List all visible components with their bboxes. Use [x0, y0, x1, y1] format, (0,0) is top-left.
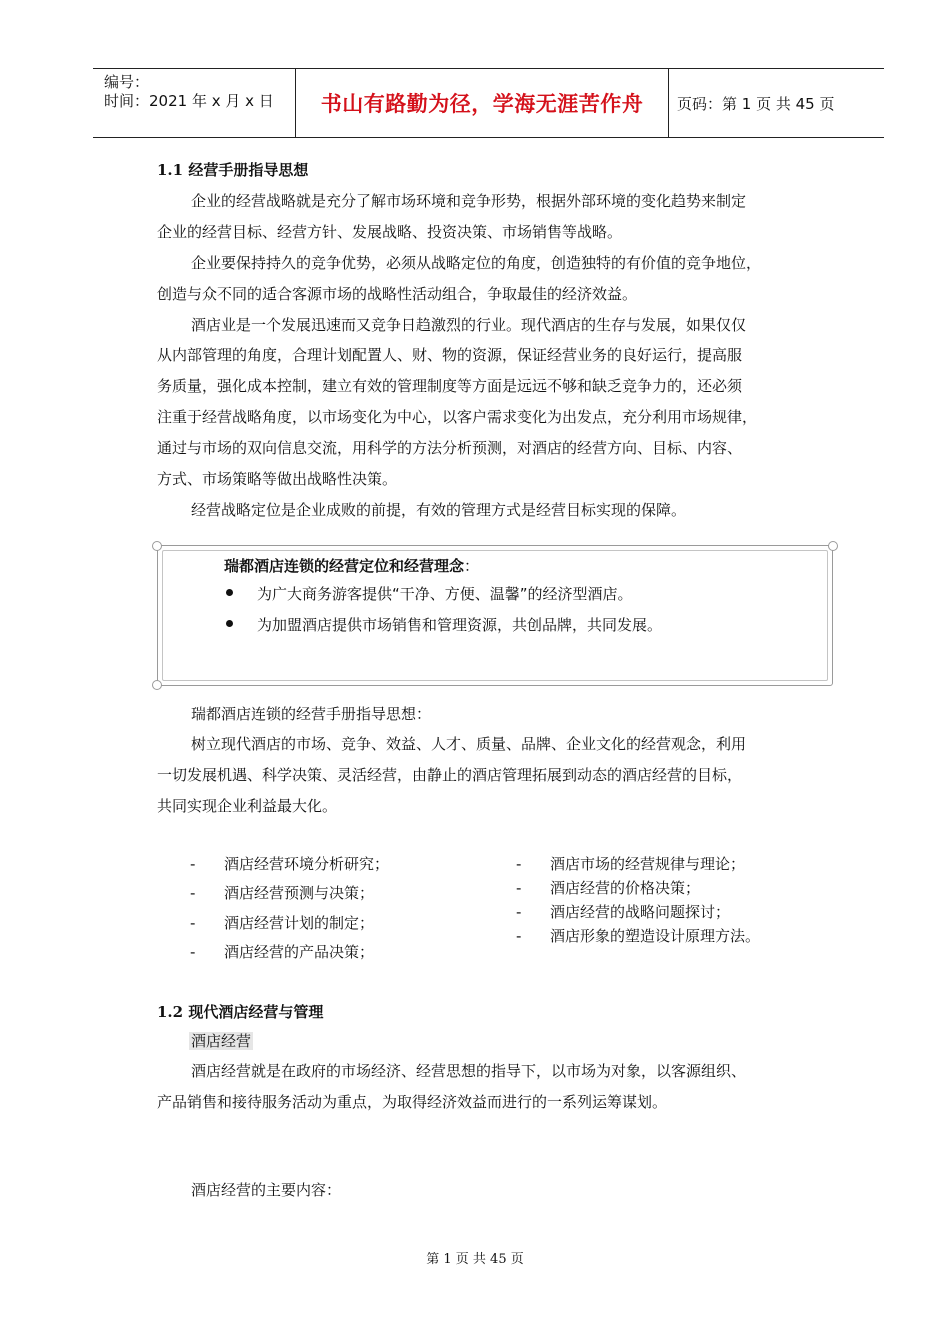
header-motto: 书山有路勤为径，学海无涯苦作舟	[320, 92, 644, 116]
scroll-curl-icon	[152, 541, 162, 551]
header-divider	[295, 69, 296, 137]
paragraph-line: 通过与市场的双向信息交流，用科学的方法分析预测，对酒店的经营方向、目标、内容、	[157, 439, 743, 457]
page-header	[93, 68, 884, 138]
time-label: 时间：2021 年 x 月 x 日	[104, 92, 274, 110]
header-page-label: 页码：第 1 页 共 45 页	[677, 95, 835, 113]
list-item: 酒店经营的价格决策；	[550, 879, 701, 897]
box-title-colon: ：	[464, 557, 480, 575]
box-title-text: 瑞都酒店连锁的经营定位和经营理念	[224, 557, 465, 575]
paragraph-line: 共同实现企业利益最大化。	[157, 797, 338, 815]
list-item: 酒店形象的塑造设计原理方法。	[550, 927, 761, 945]
box-title	[224, 556, 479, 576]
paragraph-line: 注重于经营战略角度，以市场变化为中心，以客户需求变化为出发点，充分利用市场规律，	[157, 408, 758, 426]
paragraph-line: 从内部管理的角度，合理计划配置人、财、物的资源，保证经营业务的良好运行，提高服	[157, 346, 743, 364]
paragraph-line: 企业要保持持久的竞争优势，必须从战略定位的角度，创造独特的有价值的竞争地位，	[191, 254, 762, 272]
dash-marker: -	[516, 855, 522, 873]
dash-marker: -	[516, 903, 522, 921]
paragraph-line: 企业的经营目标、经营方针、发展战略、投资决策、市场销售等战略。	[157, 223, 623, 241]
paragraph-line: 方式、市场策略等做出战略性决策。	[157, 470, 398, 488]
bullet-icon	[226, 620, 233, 627]
paragraph-line: 产品销售和接待服务活动为重点，为取得经济效益而进行的一系列运筹谋划。	[157, 1093, 668, 1111]
list-item: 酒店经营环境分析研究；	[224, 855, 390, 873]
paragraph-line: 酒店经营就是在政府的市场经济、经营思想的指导下，以市场为对象，以客源组织、	[191, 1062, 747, 1080]
header-meta	[104, 73, 274, 111]
page-footer: 第 1 页 共 45 页	[426, 1252, 524, 1267]
paragraph-line: 酒店业是一个发展迅速而又竞争日趋激烈的行业。现代酒店的生存与发展，如果仅仅	[191, 316, 747, 334]
list-item: 酒店经营的战略问题探讨；	[550, 903, 731, 921]
list-item: 酒店市场的经营规律与理论；	[550, 855, 746, 873]
paragraph-line: 企业的经营战略就是充分了解市场环境和竞争形势，根据外部环境的变化趋势来制定	[191, 192, 747, 210]
section2-subheading	[189, 1031, 253, 1051]
dash-marker: -	[190, 884, 196, 902]
list-item: 酒店经营预测与决策；	[224, 884, 375, 902]
section2-heading: 1.2 现代酒店经营与管理	[157, 1003, 324, 1021]
paragraph-line: 务质量，强化成本控制，建立有效的管理制度等方面是远远不够和缺乏竞争力的，还必须	[157, 377, 743, 395]
highlighted-subheading: 酒店经营	[191, 1032, 252, 1050]
paragraph-line: 一切发展机遇、科学决策、灵活经营，由静止的酒店管理拓展到动态的酒店经营的目标，	[157, 766, 743, 784]
scroll-curl-icon	[152, 680, 162, 690]
section1-heading: 1.1 经营手册指导思想	[157, 161, 309, 179]
box-item: 为加盟酒店提供市场销售和管理资源，共创品牌，共同发展。	[257, 616, 663, 634]
paragraph-line: 创造与众不同的适合客源市场的战略性活动组合，争取最佳的经济效益。	[157, 285, 638, 303]
paragraph-line: 经营战略定位是企业成败的前提，有效的管理方式是经营目标实现的保障。	[191, 501, 687, 519]
list-item: 酒店经营计划的制定；	[224, 914, 375, 932]
bullet-icon	[226, 589, 233, 596]
dash-marker: -	[190, 914, 196, 932]
content-label: 酒店经营的主要内容：	[191, 1181, 342, 1199]
dash-marker: -	[190, 855, 196, 873]
list-item: 酒店经营的产品决策；	[224, 943, 375, 961]
guide-intro: 瑞都酒店连锁的经营手册指导思想：	[191, 705, 432, 723]
paragraph-line: 树立现代酒店的市场、竞争、效益、人才、质量、品牌、企业文化的经营观念，利用	[191, 735, 747, 753]
dash-marker: -	[516, 879, 522, 897]
box-item: 为广大商务游客提供“干净、方便、温馨”的经济型酒店。	[257, 585, 633, 603]
dash-marker: -	[190, 943, 196, 961]
header-divider	[668, 69, 669, 137]
scroll-curl-icon	[828, 541, 838, 551]
number-label: 编号：	[104, 73, 150, 91]
dash-marker: -	[516, 927, 522, 945]
